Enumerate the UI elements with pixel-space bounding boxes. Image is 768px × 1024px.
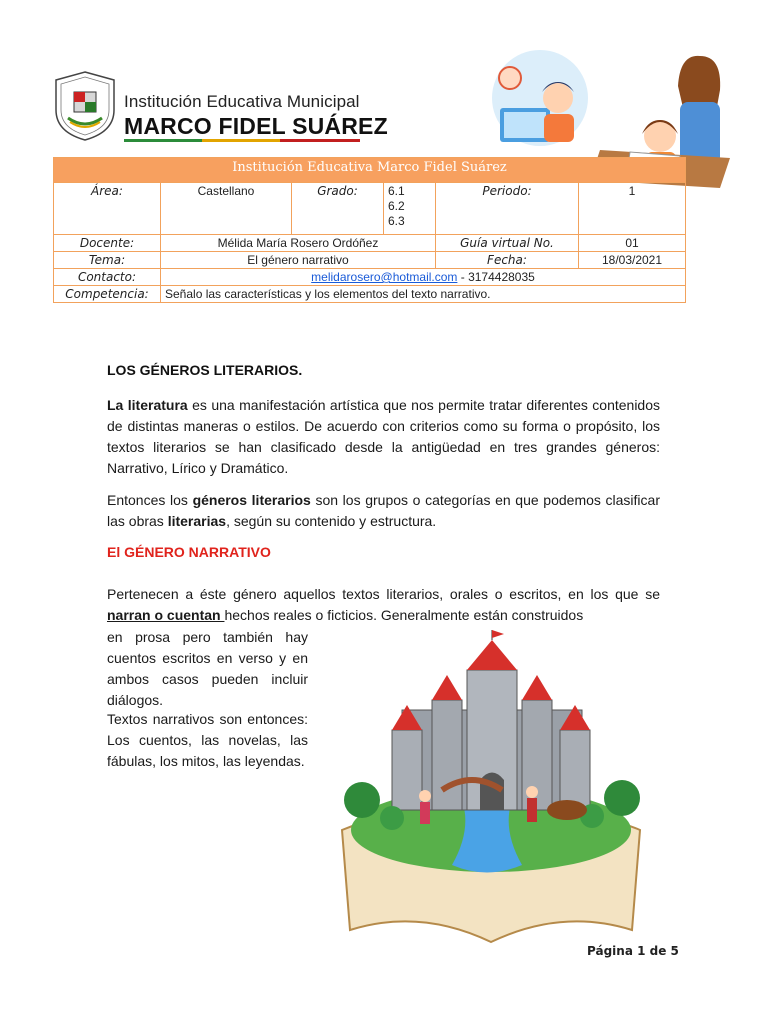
contact-separator: - (457, 270, 469, 284)
contact-email-link[interactable]: melidarosero@hotmail.com (311, 270, 458, 284)
docente-value: Mélida María Rosero Ordóñez (161, 235, 436, 252)
area-label: Área: (54, 183, 161, 235)
guia-value: 01 (579, 235, 686, 252)
grado-label: Grado: (292, 183, 384, 235)
school-seal-logo (52, 70, 118, 142)
paragraph-narrative-intro (107, 584, 660, 626)
docente-label: Docente: (54, 235, 161, 252)
school-brand-name: MARCO FIDEL SUÁREZ (124, 113, 388, 139)
contact-phone: 3174428035 (468, 270, 535, 284)
grado-value: 6.2 (388, 199, 405, 213)
periodo-value: 1 (579, 183, 686, 235)
tema-label: Tema: (54, 252, 161, 269)
table-banner: Institución Educativa Marco Fidel Suárez (54, 158, 686, 183)
paragraph-prose: en prosa pero también hay cuentos escritos en verso y en ambos casos pueden incluir diálogos. (107, 629, 308, 708)
tema-value: El género narrativo (161, 252, 436, 269)
page-number: Página 1 de 5 (587, 944, 679, 958)
paragraph-genres (107, 490, 660, 532)
paragraph-bold-term: literarias (167, 513, 227, 529)
fecha-label: Fecha: (436, 252, 579, 269)
paragraph-narrative-types: Textos narrativos son entonces: Los cuentos, las novelas, las fábulas, los mitos, las leyendas. (107, 711, 308, 769)
castle-book-illustration (322, 630, 660, 948)
area-value: Castellano (161, 183, 292, 235)
guia-label: Guía virtual No. (436, 235, 579, 252)
paragraph-text: hechos reales o ficticios. Generalmente están construidos (224, 607, 584, 623)
paragraph-text: Pertenecen a éste género aquellos textos literarios, orales o escritos, en los que se (107, 586, 660, 602)
course-info-table (53, 157, 686, 303)
paragraph-text: , según su contenido y estructura. (226, 513, 437, 529)
contacto-label: Contacto: (54, 269, 161, 286)
paragraph-text: Entonces los (107, 492, 193, 508)
grado-value: 6.3 (388, 214, 405, 228)
grado-value: 6.1 (388, 184, 405, 198)
competencia-value: Señalo las características y los elementos del texto narrativo. (161, 286, 686, 303)
paragraph-underlined-term: narran o cuentan (107, 607, 225, 623)
school-name: Institución Educativa Municipal (124, 92, 360, 111)
brand-underline (124, 139, 360, 142)
fecha-value: 18/03/2021 (579, 252, 686, 269)
competencia-label: Competencia: (54, 286, 161, 303)
paragraph-text: son los grupos o categorías en que podemos clasificar las obras (107, 492, 660, 529)
paragraph-bold-term: La literatura (107, 397, 188, 413)
section-title: LOS GÉNEROS LITERARIOS. (107, 362, 303, 378)
contacto-value (161, 269, 686, 286)
periodo-label: Periodo: (436, 183, 579, 235)
grado-values (384, 183, 436, 235)
narrative-genre-title: El GÉNERO NARRATIVO (107, 544, 271, 560)
paragraph-literature (107, 395, 660, 479)
paragraph-text: es una manifestación artística que nos permite tratar diferentes contenidos de distintas maneras o estilos. De acuerdo con criterios como su forma o propósito, los textos literarios se han clasificado desde la antigüedad en tres grandes géneros: Narrativo, Lírico y Dramático. (107, 397, 661, 476)
paragraph-bold-term: géneros literarios (192, 492, 311, 508)
